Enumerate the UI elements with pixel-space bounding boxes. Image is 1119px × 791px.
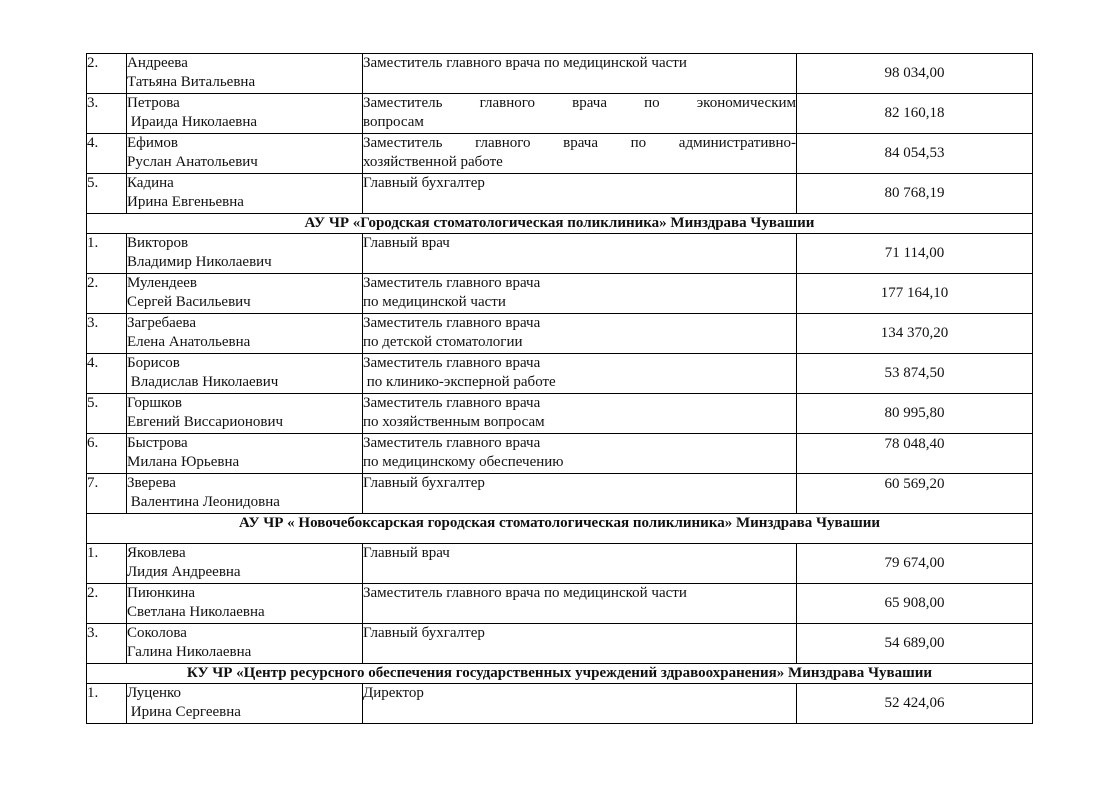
row-number: 5. bbox=[87, 394, 127, 434]
salary-value: 65 908,00 bbox=[797, 584, 1033, 624]
position: Заместитель главного врача по хозяйственным вопросам bbox=[363, 394, 797, 434]
table-row bbox=[87, 584, 1033, 624]
employee-name: Луценко Ирина Сергеевна bbox=[127, 684, 363, 724]
row-number: 1. bbox=[87, 684, 127, 724]
employee-name: Соколова Галина Николаевна bbox=[127, 624, 363, 664]
employee-name: Зверева Валентина Леонидовна bbox=[127, 474, 363, 514]
position: Главный бухгалтер bbox=[363, 174, 797, 214]
row-number: 3. bbox=[87, 314, 127, 354]
section-title: КУ ЧР «Центр ресурсного обеспечения государственных учреждений здравоохранения» Минздрава Чувашии bbox=[87, 664, 1033, 684]
table-row bbox=[87, 394, 1033, 434]
employee-name: Борисов Владислав Николаевич bbox=[127, 354, 363, 394]
row-number: 1. bbox=[87, 544, 127, 584]
section-header-row bbox=[87, 514, 1033, 544]
table-row bbox=[87, 134, 1033, 174]
position: Главный врач bbox=[363, 544, 797, 584]
salary-value: 79 674,00 bbox=[797, 544, 1033, 584]
row-number: 3. bbox=[87, 624, 127, 664]
section-title: АУ ЧР « Новочебоксарская городская стоматологическая поликлиника» Минздрава Чувашии bbox=[87, 514, 1033, 544]
row-number: 2. bbox=[87, 274, 127, 314]
row-number: 6. bbox=[87, 434, 127, 474]
table-row bbox=[87, 684, 1033, 724]
salary-value: 82 160,18 bbox=[797, 94, 1033, 134]
table-row bbox=[87, 434, 1033, 474]
salary-table bbox=[86, 53, 1033, 724]
employee-name: Мулендеев Сергей Васильевич bbox=[127, 274, 363, 314]
salary-value: 177 164,10 bbox=[797, 274, 1033, 314]
row-number: 3. bbox=[87, 94, 127, 134]
salary-value: 60 569,20 bbox=[797, 474, 1033, 514]
row-number: 5. bbox=[87, 174, 127, 214]
position: Главный врач bbox=[363, 234, 797, 274]
employee-name: Загребаева Елена Анатольевна bbox=[127, 314, 363, 354]
section-header-row bbox=[87, 214, 1033, 234]
salary-value: 84 054,53 bbox=[797, 134, 1033, 174]
row-number: 1. bbox=[87, 234, 127, 274]
table-row bbox=[87, 314, 1033, 354]
table-row bbox=[87, 544, 1033, 584]
table-row bbox=[87, 354, 1033, 394]
employee-name: Викторов Владимир Николаевич bbox=[127, 234, 363, 274]
row-number: 4. bbox=[87, 134, 127, 174]
position: Заместитель главного врача по медицинскому обеспечению bbox=[363, 434, 797, 474]
table-row bbox=[87, 174, 1033, 214]
row-number: 7. bbox=[87, 474, 127, 514]
employee-name: Андреева Татьяна Витальевна bbox=[127, 54, 363, 94]
position: Заместитель главного врача по медицинской части bbox=[363, 274, 797, 314]
salary-value: 71 114,00 bbox=[797, 234, 1033, 274]
position: Заместитель главного врача по медицинской части bbox=[363, 584, 797, 624]
table-row bbox=[87, 624, 1033, 664]
salary-value: 80 995,80 bbox=[797, 394, 1033, 434]
position: Главный бухгалтер bbox=[363, 474, 797, 514]
table-row bbox=[87, 54, 1033, 94]
position: Директор bbox=[363, 684, 797, 724]
table-row bbox=[87, 274, 1033, 314]
table-row bbox=[87, 94, 1033, 134]
employee-name: Быстрова Милана Юрьевна bbox=[127, 434, 363, 474]
position: Заместитель главного врача по детской стоматологии bbox=[363, 314, 797, 354]
salary-value: 53 874,50 bbox=[797, 354, 1033, 394]
salary-value: 54 689,00 bbox=[797, 624, 1033, 664]
salary-value: 52 424,06 bbox=[797, 684, 1033, 724]
section-title: АУ ЧР «Городская стоматологическая поликлиника» Минздрава Чувашии bbox=[87, 214, 1033, 234]
position: Главный бухгалтер bbox=[363, 624, 797, 664]
employee-name: Ефимов Руслан Анатольевич bbox=[127, 134, 363, 174]
salary-value: 80 768,19 bbox=[797, 174, 1033, 214]
position: Заместитель главного врача по медицинской части bbox=[363, 54, 797, 94]
salary-value: 78 048,40 bbox=[797, 434, 1033, 474]
position: Заместитель главного врача по клинико-эксперной работе bbox=[363, 354, 797, 394]
position: Заместитель главного врача по экономическим вопросам bbox=[363, 94, 797, 134]
employee-name: Кадина Ирина Евгеньевна bbox=[127, 174, 363, 214]
table-row bbox=[87, 474, 1033, 514]
employee-name: Петрова Ираида Николаевна bbox=[127, 94, 363, 134]
employee-name: Яковлева Лидия Андреевна bbox=[127, 544, 363, 584]
section-header-row bbox=[87, 664, 1033, 684]
table-row bbox=[87, 234, 1033, 274]
position: Заместитель главного врача по административно- хозяйственной работе bbox=[363, 134, 797, 174]
salary-value: 98 034,00 bbox=[797, 54, 1033, 94]
employee-name: Горшков Евгений Виссарионович bbox=[127, 394, 363, 434]
employee-name: Пиюнкина Светлана Николаевна bbox=[127, 584, 363, 624]
row-number: 4. bbox=[87, 354, 127, 394]
row-number: 2. bbox=[87, 584, 127, 624]
row-number: 2. bbox=[87, 54, 127, 94]
salary-value: 134 370,20 bbox=[797, 314, 1033, 354]
